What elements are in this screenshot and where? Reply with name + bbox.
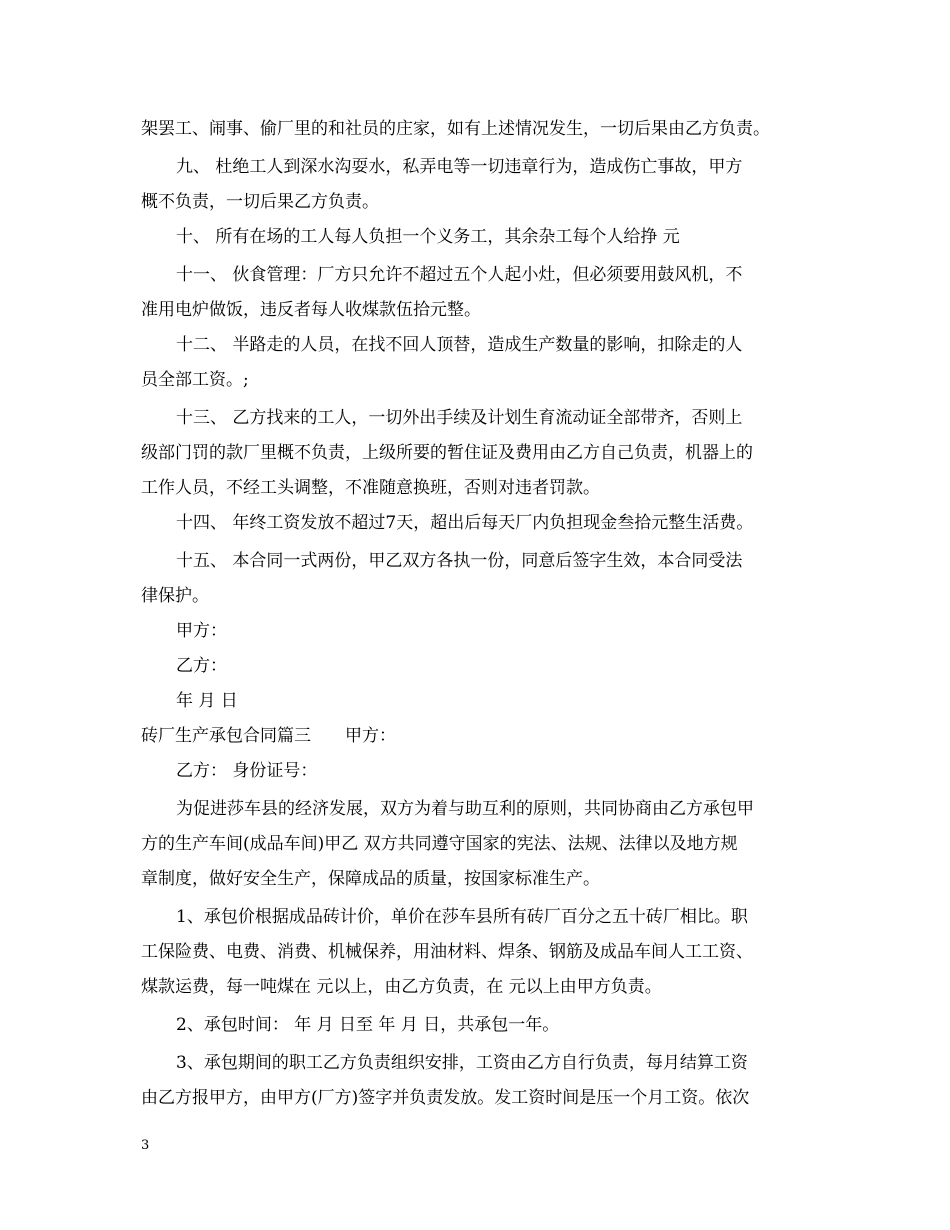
- text-line: 十一、 伙食管理：厂方只允许不超过五个人起小灶，但必须要用鼓风机，不: [176, 265, 743, 285]
- text-line: 级部门罚的款厂里概不负责，上级所要的暂住证及费用由乙方自己负责，机器上的: [141, 443, 753, 463]
- text-line: 十五、 本合同一式两份，甲乙双方各执一份，同意后签字生效，本合同受法: [176, 551, 743, 571]
- text-line: 工作人员，不经工头调整，不准随意换班，否则对违者罚款。: [141, 478, 600, 498]
- text-line: 律保护。: [141, 586, 209, 606]
- text-line: 十三、 乙方找来的工人，一切外出手续及计划生育流动证全部带齐，否则上: [176, 408, 743, 428]
- text-line: 由乙方报甲方，由甲方(厂方)签字并负责发放。发工资时间是压一个月工资。依次: [141, 1088, 750, 1108]
- text-line: 九、 杜绝工人到深水沟耍水，私弄电等一切违章行为，造成伤亡事故，甲方: [176, 157, 743, 177]
- text-line: 3、承包期间的职工乙方负责组织安排，工资由乙方自行负责，每月结算工资: [176, 1053, 748, 1073]
- text-line: 十四、 年终工资发放不超过7天，超出后每天厂内负担现金叁拾元整生活费。: [176, 513, 754, 533]
- page-number: 3: [141, 1138, 150, 1153]
- text-line: 准用电炉做饭，违反者每人收煤款伍拾元整。: [141, 300, 481, 320]
- text-line: 甲方：: [176, 621, 227, 641]
- text-line: 为促进莎车县的经济发展，双方为着与助互利的原则，共同协商由乙方承包甲: [176, 799, 754, 819]
- text-line: 煤款运费，每一吨煤在 元以上，由乙方负责，在 元以上由甲方负责。: [141, 977, 662, 997]
- section-heading: 砖厂生产承包合同篇三 甲方：: [141, 726, 396, 746]
- text-line: 概不负责，一切后果乙方负责。: [141, 192, 379, 212]
- text-line: 乙方：: [176, 656, 227, 676]
- text-line: 十二、 半路走的人员，在找不回人顶替，造成生产数量的影响，扣除走的人: [176, 335, 743, 355]
- text-line: 乙方： 身份证号：: [176, 761, 318, 781]
- text-line: 十、 所有在场的工人每人负担一个义务工，其余杂工每个人给挣 元: [176, 227, 680, 247]
- text-line: 年 月 日: [176, 691, 238, 711]
- text-line: 章制度，做好安全生产，保障成品的质量，按国家标准生产。: [141, 869, 600, 889]
- text-line: 1、承包价根据成品砖计价，单价在莎车县所有砖厂百分之五十砖厂相比。职: [176, 907, 748, 927]
- text-line: 员全部工资。;: [141, 370, 249, 390]
- text-line: 架罢工、闹事、偷厂里的和社员的庄家，如有上述情况发生，一切后果由乙方负责。: [141, 119, 770, 139]
- text-line: 2、承包时间： 年 月 日至 年 月 日，共承包一年。: [176, 1015, 560, 1035]
- text-line: 工保险费、电费、消费、机械保养，用油材料、焊条、钢筋及成品车间人工工资、: [141, 942, 753, 962]
- text-line: 方的生产车间(成品车间)甲乙 双方共同遵守国家的宪法、法规、法律以及地方规: [141, 834, 738, 854]
